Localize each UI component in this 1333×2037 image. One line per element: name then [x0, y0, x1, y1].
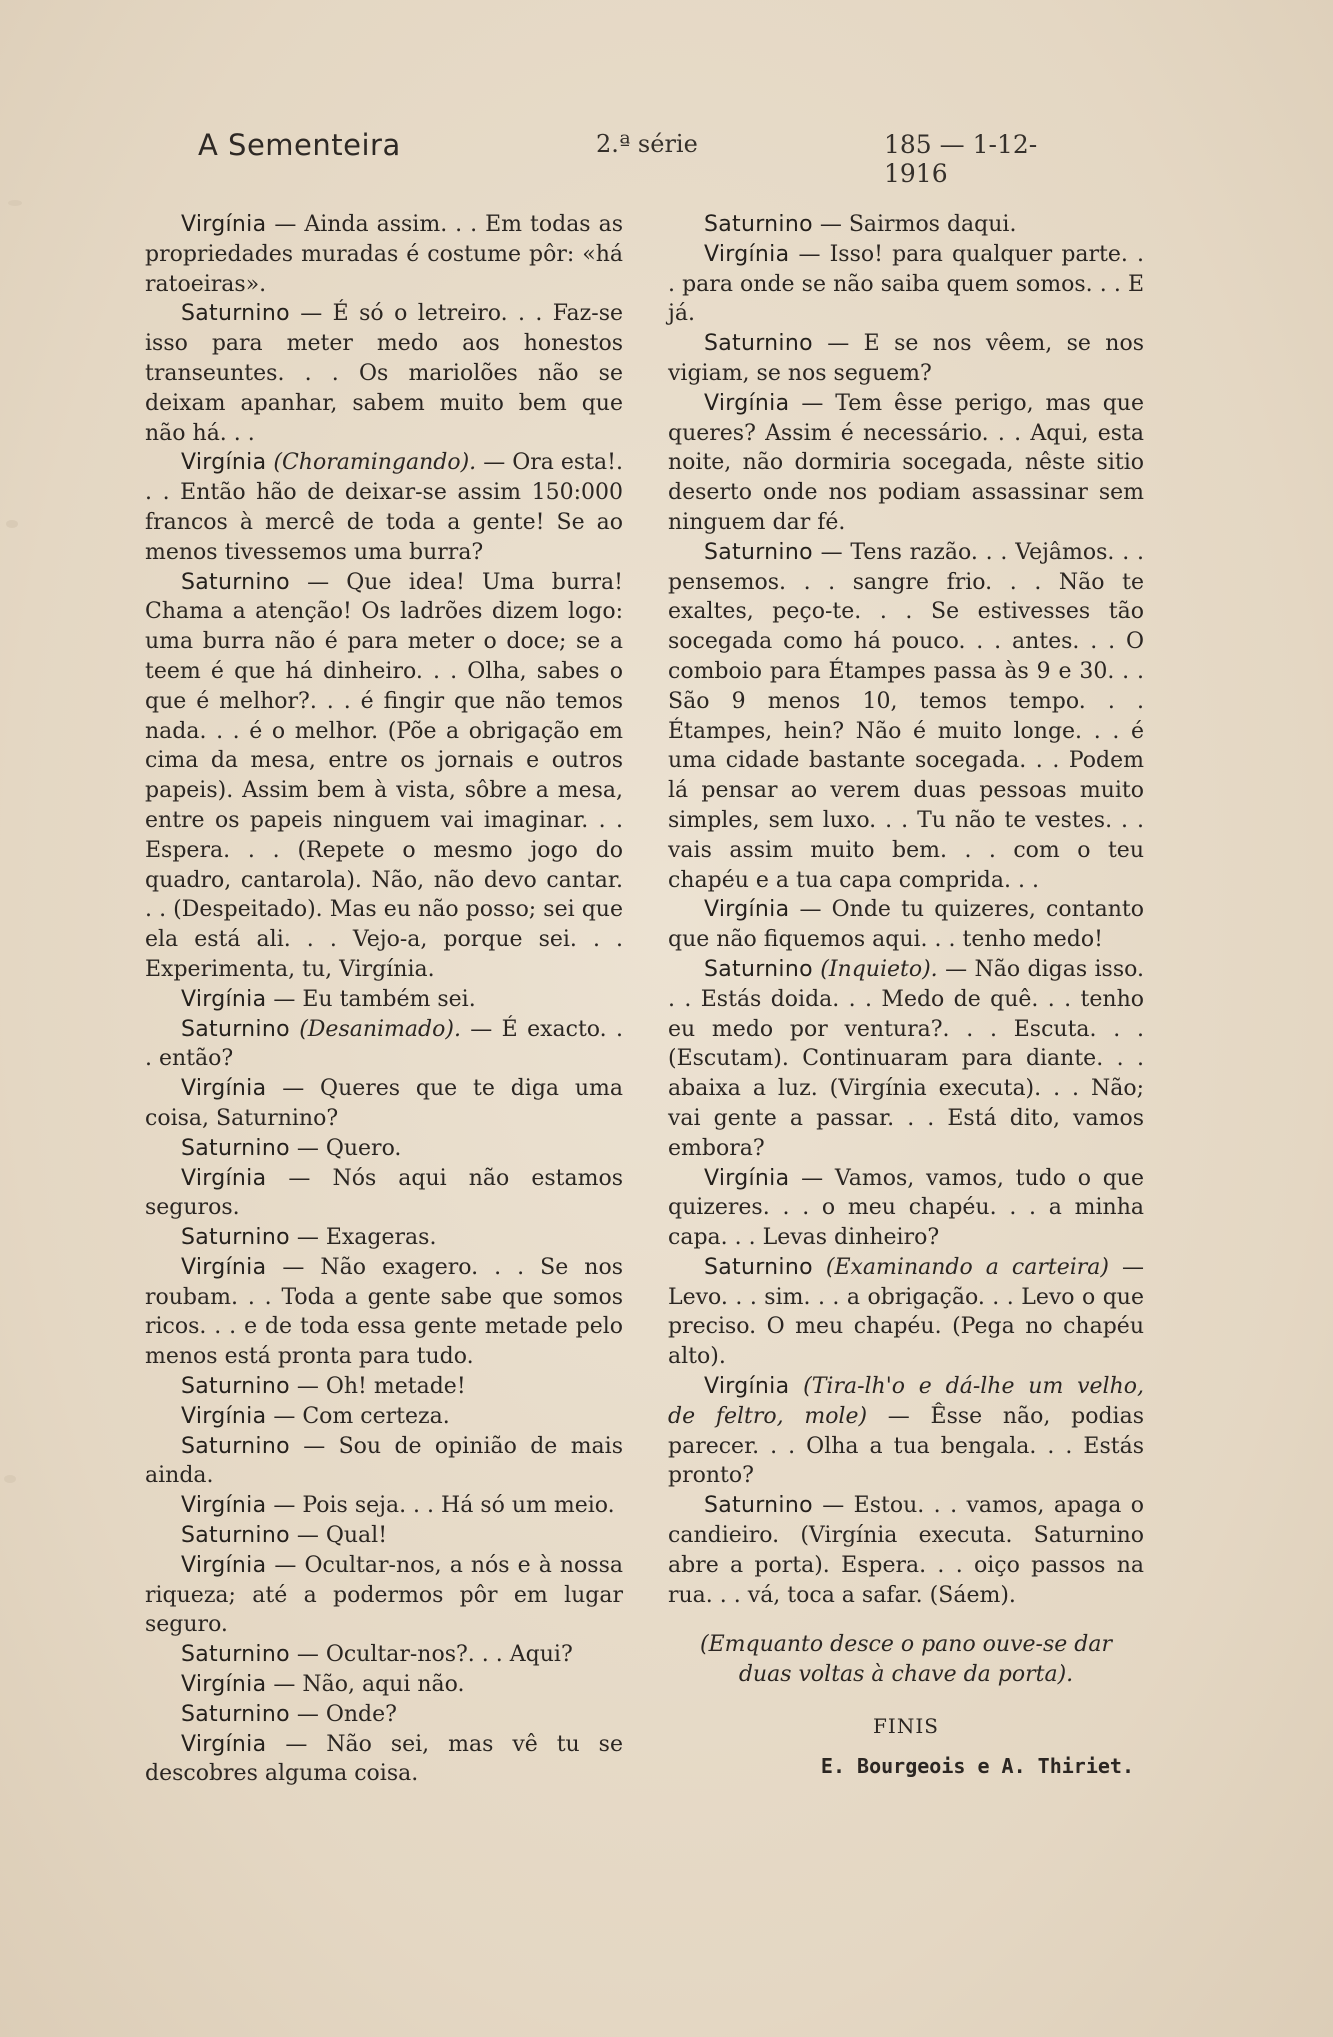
- dialogue-line: [145, 1551, 623, 1640]
- dialogue-text: — Tens razão. . . Vejâmos. . . pensemos. . . sangre frio. . . Não te exaltes, peço-te. . . Se estivesses tão socegada como há pouco. . . antes. . . O comboio para Étampes passa às 9 e 30. . . São 9 menos 10, temos tempo. . . Étampes, hein? Não é muito longe. . . é uma cidade bastante socegada. . . Podem lá pensar ao verem duas pessoas muito simples, sem luxo. . . Tu não te vestes. . . vais assim muito bem. . . com o teu chapéu e a tua capa comprida. . .: [668, 539, 1144, 893]
- dialogue-text: — Queres que te diga uma coisa, Saturnino?: [145, 1076, 623, 1131]
- dialogue-line: [145, 1164, 623, 1224]
- speaker-name: Virgínia: [181, 1731, 267, 1757]
- speaker-name: Virgínia: [181, 986, 267, 1012]
- dialogue-text: — Nós aqui não estamos seguros.: [145, 1165, 624, 1221]
- dialogue-line: [145, 1432, 623, 1492]
- dialogue-text: — Pois seja. . . Há só um meio.: [273, 1493, 615, 1519]
- dialogue-text: — Ainda assim. . . Em todas as propriedades muradas é costume pôr: «há ratoeiras».: [145, 212, 623, 297]
- dialogue-text: — Ocultar-nos?. . . Aqui?: [296, 1642, 573, 1668]
- dialogue-line: [145, 1640, 623, 1670]
- dialogue-text: — Com certeza.: [273, 1403, 450, 1429]
- left-column: [145, 210, 623, 1789]
- dialogue-text: — Não digas isso. . . Estás doida. . . Medo de quê. . . tenho eu medo por ventura?. . . Escuta. . . (Escutam). Continuaram para diante. . . abaixa a luz. (Virgínia executa). . . Não; vai gente a passar. . . Está dito, vamos embora?: [668, 956, 1144, 1161]
- dialogue-line: [668, 538, 1144, 896]
- speaker-name: Virgínia: [704, 241, 790, 267]
- speaker-name: Saturnino: [181, 1135, 290, 1161]
- speaker-name: Saturnino: [181, 301, 290, 327]
- speaker-name: Saturnino: [704, 212, 813, 237]
- speaker-name: Virgínia: [181, 450, 267, 476]
- dialogue-line: [145, 1521, 623, 1551]
- dialogue-text: — Eu também sei.: [273, 986, 476, 1012]
- dialogue-text: — Ocultar-nos, a nós e à nossa riqueza; até a podermos pôr em lugar seguro.: [145, 1552, 623, 1638]
- right-column-dialogue: [668, 210, 1144, 1610]
- journal-title: A Sementeira: [198, 128, 401, 162]
- dialogue-line: [145, 210, 623, 299]
- speaker-name: Saturnino: [181, 1016, 290, 1042]
- dialogue-text: — Estou. . . vamos, apaga o candieiro. (Virgínia executa. Saturnino abre a porta). Espera. . . oiço passos na rua. . . vá, toca a safar. (Sáem).: [668, 1493, 1144, 1608]
- dialogue-text: — Que idea! Uma burra! Chama a atenção! Os ladrões dizem logo: uma burra não é para meter o doce; se a teem é que há dinheiro. . . Olha, sabes o que é melhor?. . . é fingir que não temos nada. . . é o melhor. (Põe a obrigação em cima da mesa, entre os jornais e outros papeis). Assim bem à vista, sôbre a mesa, entre os papeis ninguem vai imaginar. . . Espera. . . (Repete o mesmo jogo do quadro, cantarola). Não, não devo cantar. . . (Despeitado). Mas eu não posso; sei que ela está ali. . . Vejo-a, porque sei. . . Experimenta, tu, Virgínia.: [145, 569, 623, 982]
- dialogue-line: [668, 240, 1144, 329]
- dialogue-text: — Êsse não, podias parecer. . . Olha a tua bengala. . . Estás pronto?: [668, 1403, 1144, 1489]
- speaker-name: Saturnino: [704, 1254, 813, 1280]
- speaker-name: Virgínia: [181, 1165, 267, 1191]
- dialogue-line: [668, 895, 1144, 955]
- dialogue-line: [145, 1074, 623, 1134]
- dialogue-line: [145, 1491, 623, 1521]
- speaker-name: Saturnino: [181, 1374, 290, 1400]
- speaker-name: Virgínia: [181, 1493, 267, 1519]
- paper-blemish: [6, 520, 18, 528]
- speaker-name: Virgínia: [181, 1403, 267, 1429]
- dialogue-line: [145, 1730, 623, 1790]
- dialogue-text: — Ora esta!. . . Então hão de deixar-se assim 150:000 francos à mercê de toda a gente! Se ao menos tivessemos uma burra?: [145, 450, 623, 565]
- dialogue-line: [668, 210, 1144, 240]
- dialogue-line: [145, 1402, 623, 1432]
- dialogue-text: — Não, aqui não.: [273, 1672, 465, 1698]
- speaker-name: Saturnino: [181, 1701, 290, 1727]
- speaker-name: Saturnino: [181, 569, 290, 595]
- dialogue-line: [668, 389, 1144, 538]
- paper-blemish: [4, 1475, 16, 1483]
- speaker-name: Virgínia: [181, 212, 267, 237]
- dialogue-line: [668, 1253, 1144, 1372]
- dialogue-text: — Onde tu quizeres, contanto que não fiquemos aqui. . . tenho medo!: [668, 897, 1144, 953]
- dialogue-text: — Onde?: [296, 1701, 397, 1727]
- dialogue-line: [145, 1015, 623, 1075]
- speaker-name: Virgínia: [181, 1254, 267, 1280]
- finis-label: FINIS: [873, 1714, 939, 1739]
- speaker-name: Virgínia: [704, 897, 790, 923]
- speaker-name: Saturnino: [181, 1642, 290, 1668]
- dialogue-line: [145, 1372, 623, 1402]
- dialogue-text: — É só o letreiro. . . Faz-se isso para meter medo aos honestos transeuntes. . . Os mariolões não se deixam apanhar, sabem muito bem que não há. . .: [145, 301, 624, 446]
- authors-signature: E. Bourgeois e A. Thiriet.: [820, 1753, 1134, 1778]
- dialogue-line: [145, 299, 623, 448]
- speaker-name: Virgínia: [704, 390, 790, 416]
- page-header: [198, 128, 1098, 188]
- dialogue-line: [668, 1164, 1144, 1253]
- speaker-name: Virgínia: [704, 1165, 790, 1191]
- dialogue-text: — Oh! metade!: [296, 1374, 466, 1400]
- stage-direction: (Examinando a carteira): [825, 1254, 1109, 1280]
- speaker-name: Saturnino: [181, 1523, 290, 1549]
- dialogue-line: [668, 1491, 1144, 1610]
- speaker-name: Saturnino: [704, 1493, 813, 1519]
- dialogue-line: [145, 1223, 623, 1253]
- dialogue-line: [668, 329, 1144, 389]
- closing-stage-direction: (Emquanto desce o pano ouve-se dar duas voltas à chave da porta).: [699, 1632, 1112, 1688]
- dialogue-text: — E se nos vêem, se nos vigiam, se nos seguem?: [668, 331, 1144, 386]
- speaker-name: Virgínia: [181, 1552, 267, 1578]
- dialogue-line: [145, 1253, 623, 1372]
- dialogue-text: — Levo. . . sim. . . a obrigação. . . Levo o que preciso. O meu chapéu. (Pega no chapéu alto).: [668, 1254, 1144, 1370]
- dialogue-line: [668, 1372, 1144, 1491]
- dialogue-line: [145, 568, 623, 985]
- dialogue-line: [145, 985, 623, 1015]
- dialogue-text: — Sou de opinião de mais ainda.: [145, 1433, 623, 1489]
- issue-number-date: 185 — 1-12-1916: [884, 130, 1038, 188]
- dialogue-line: [668, 955, 1144, 1164]
- dialogue-text: — Quero.: [296, 1135, 402, 1161]
- paper-blemish: [8, 200, 22, 206]
- dialogue-text: — Exageras.: [296, 1225, 437, 1251]
- speaker-name: Virgínia: [181, 1672, 267, 1698]
- dialogue-text: — Não exagero. . . Se nos roubam. . . Toda a gente sabe que somos ricos. . . e de toda essa gente metade pelo menos está pronta para tudo.: [145, 1254, 623, 1370]
- speaker-name: Virgínia: [181, 1076, 267, 1102]
- speaker-name: Saturnino: [181, 1225, 290, 1251]
- dialogue-text: — Sairmos daqui.: [819, 212, 1017, 237]
- dialogue-text: — É exacto. . . então?: [145, 1016, 623, 1072]
- speaker-name: Saturnino: [704, 956, 813, 982]
- dialogue-line: [145, 1670, 623, 1700]
- dialogue-text: — Tem êsse perigo, mas que queres? Assim é necessário. . . Aqui, esta noite, não dormiria socegada, nêste sitio deserto onde nos podiam assassinar sem ninguem dar fé.: [668, 390, 1144, 535]
- right-column: [668, 210, 1144, 1782]
- speaker-name: Saturnino: [181, 1433, 290, 1459]
- speaker-name: Saturnino: [704, 331, 813, 357]
- stage-direction: (Desanimado).: [299, 1016, 461, 1042]
- dialogue-line: [145, 1134, 623, 1164]
- speaker-name: Virgínia: [704, 1374, 790, 1400]
- dialogue-line: [145, 448, 623, 567]
- dialogue-text: — Isso! para qualquer parte. . . para onde se não saiba quem somos. . . E já.: [668, 241, 1144, 327]
- series-label: 2.ª série: [596, 130, 698, 158]
- dialogue-text: — Vamos, vamos, tudo o que quizeres. . . o meu chapéu. . . a minha capa. . . Levas dinheiro?: [668, 1165, 1144, 1251]
- dialogue-text: — Qual!: [296, 1523, 388, 1549]
- stage-direction: (Choramingando).: [273, 450, 477, 476]
- dialogue-text: — Não sei, mas vê tu se descobres alguma coisa.: [145, 1731, 623, 1787]
- dialogue-line: [145, 1700, 623, 1730]
- stage-direction: (Inquieto).: [820, 956, 938, 982]
- speaker-name: Saturnino: [704, 539, 813, 565]
- stage-direction: (Tira-lh'o e dá-lhe um velho, de feltro, mole): [668, 1374, 1144, 1429]
